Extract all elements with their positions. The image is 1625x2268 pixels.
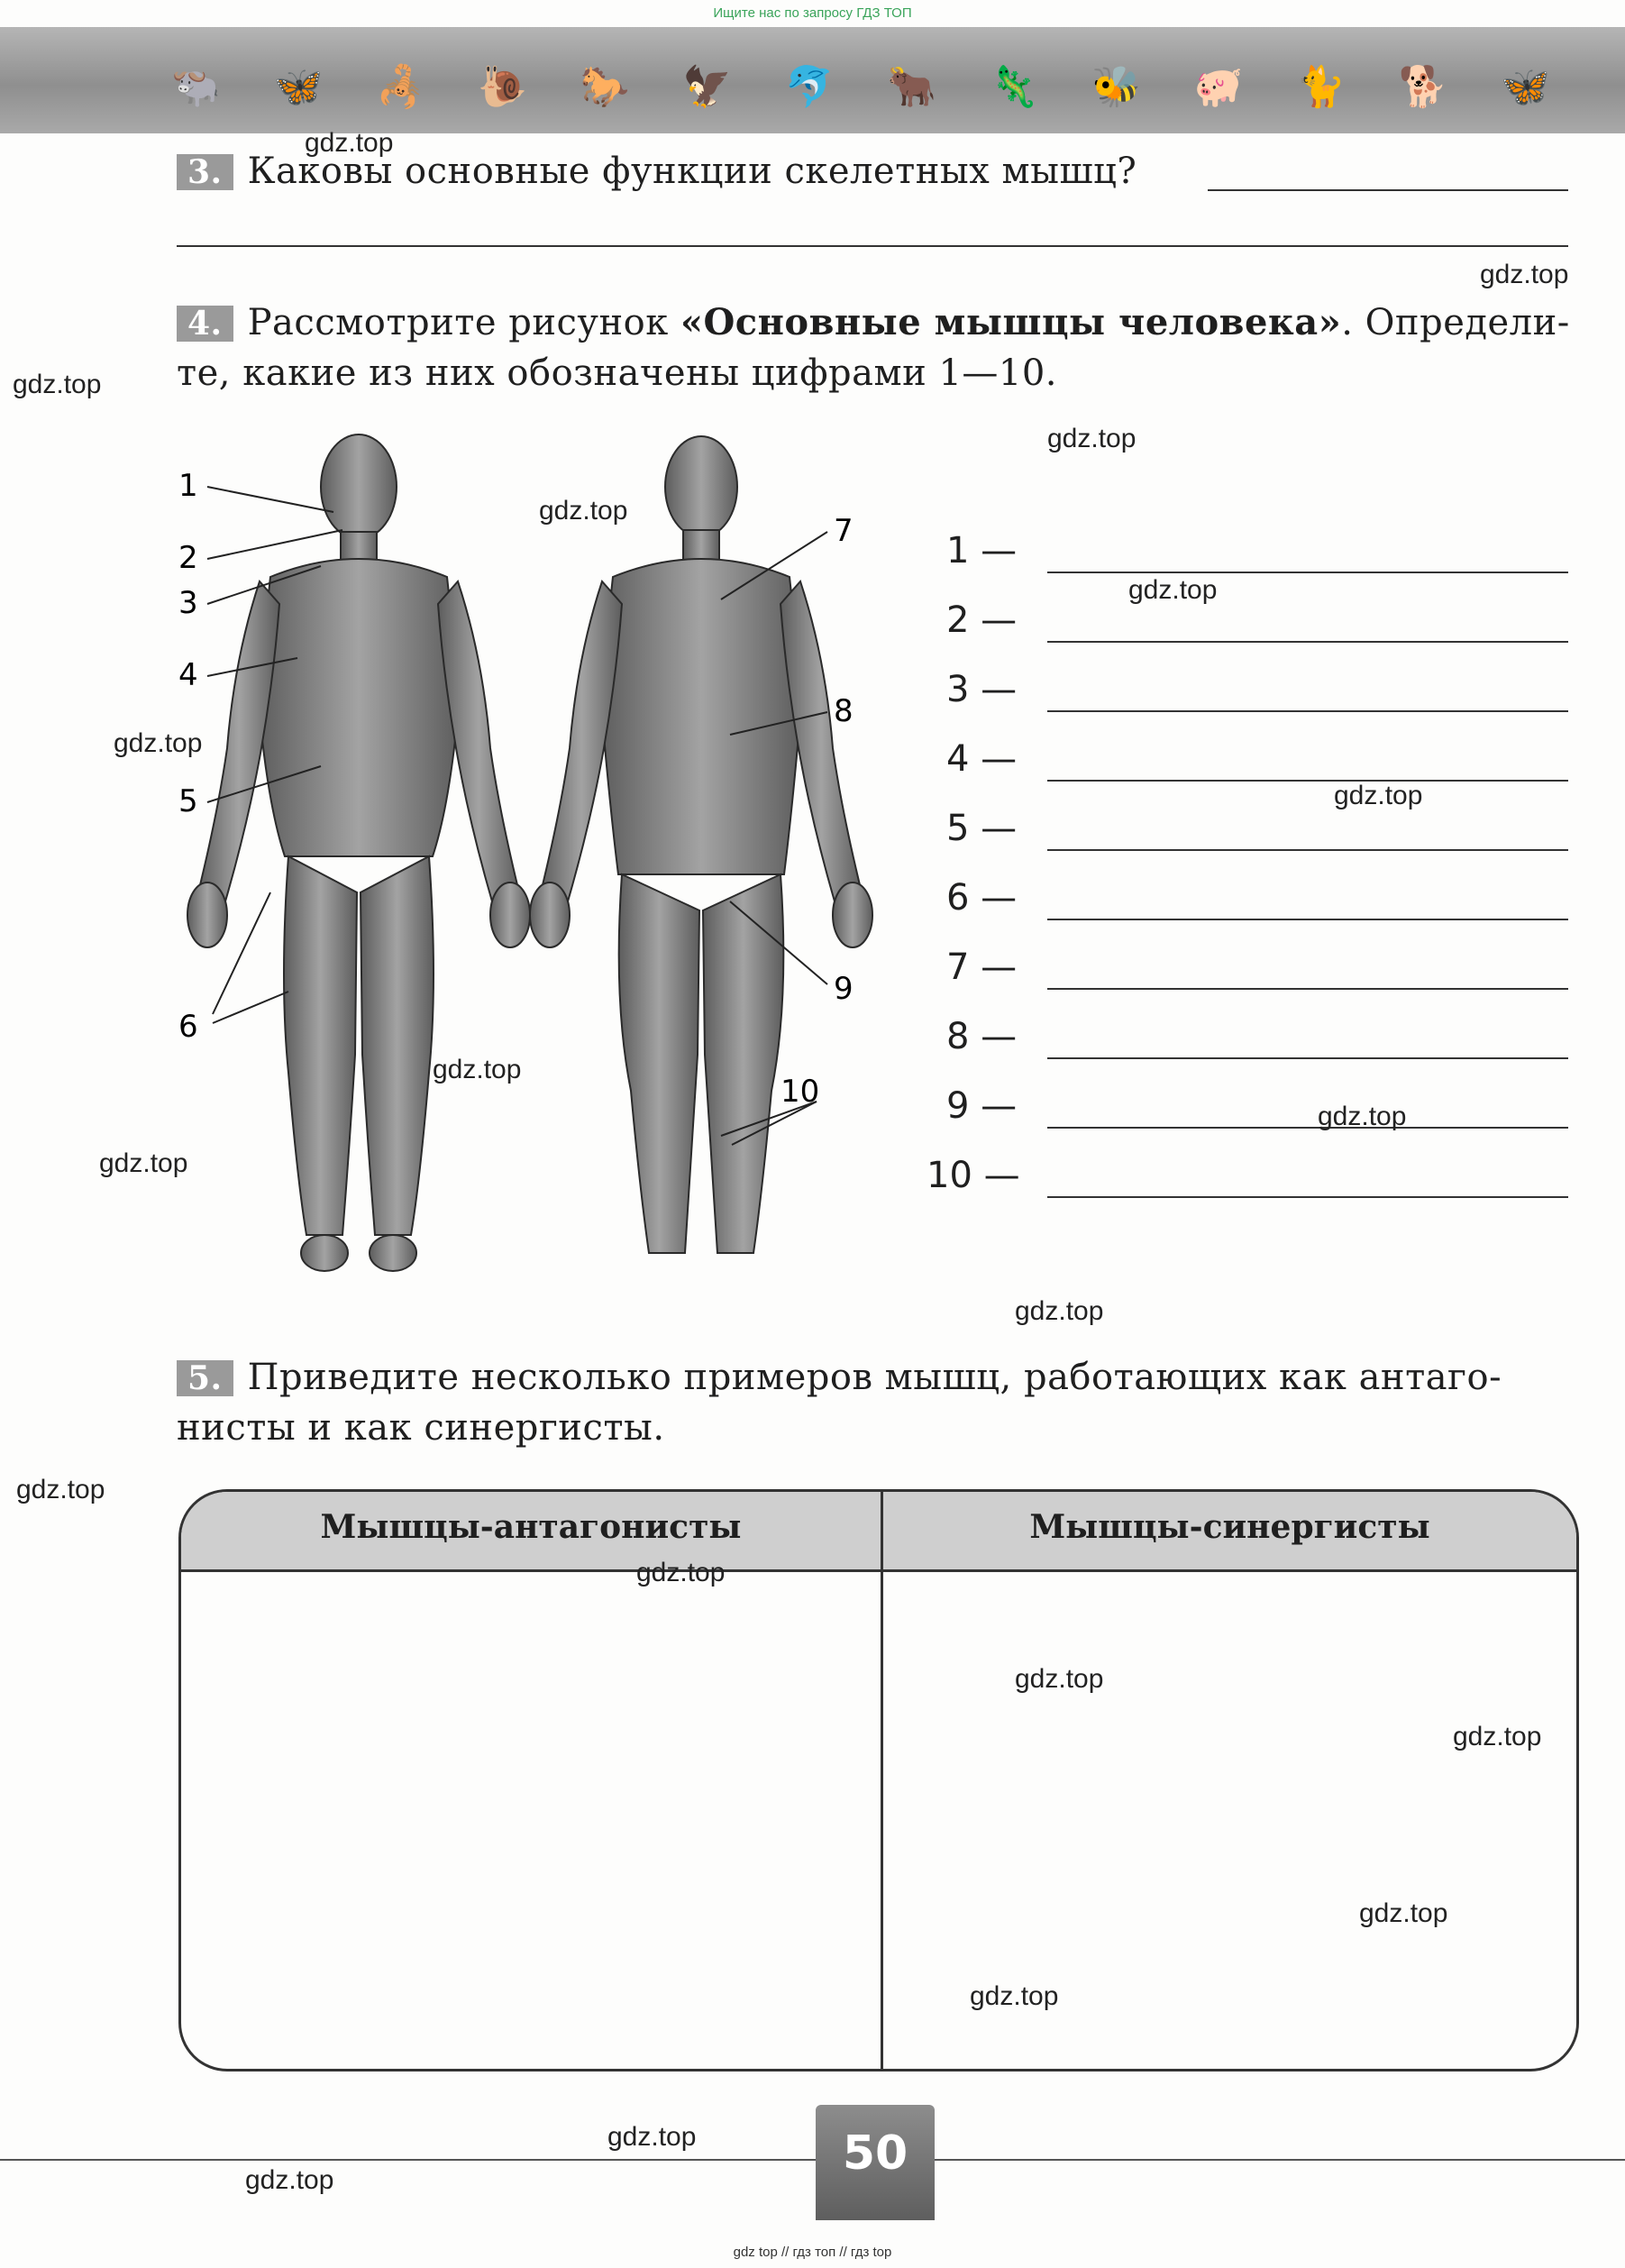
watermark: gdz.top — [1453, 1722, 1542, 1751]
answer-line[interactable] — [1047, 641, 1568, 643]
top-search-link[interactable]: Ищите нас по запросу ГДЗ ТОП — [713, 5, 912, 21]
answer-row[interactable] — [946, 1085, 1568, 1136]
answer-line[interactable] — [177, 245, 1568, 247]
figure-label: 7 — [834, 513, 854, 549]
answer-line[interactable] — [1047, 572, 1568, 573]
figure-label: 3 — [178, 585, 198, 621]
watermark: gdz.top — [1128, 575, 1218, 605]
answer-number: 4 — — [946, 738, 1018, 780]
figure-label: 10 — [781, 1074, 820, 1110]
animal-icon: 🐖 — [1193, 64, 1244, 110]
watermark: gdz.top — [305, 128, 394, 158]
answer-row[interactable] — [946, 599, 1568, 650]
answer-number: 3 — — [946, 669, 1018, 710]
watermark: gdz.top — [1047, 424, 1137, 453]
answer-row[interactable] — [946, 808, 1568, 858]
animal-icon: 🐕 — [1398, 64, 1448, 110]
answer-line[interactable] — [1047, 919, 1568, 920]
answer-row[interactable] — [946, 530, 1568, 581]
animal-icon: 🐬 — [784, 64, 835, 110]
watermark: gdz.top — [636, 1558, 726, 1587]
figure-label: 1 — [178, 468, 198, 504]
watermark: gdz.top — [1359, 1898, 1448, 1928]
figure-label: 9 — [834, 971, 854, 1007]
answer-number: 8 — — [946, 1016, 1018, 1057]
watermark: gdz.top — [1334, 781, 1423, 810]
answer-line[interactable] — [1047, 849, 1568, 851]
answer-row[interactable] — [927, 1155, 1568, 1205]
figure-label: 6 — [178, 1009, 198, 1045]
answer-line[interactable] — [1208, 189, 1568, 191]
figure-label: 2 — [178, 540, 198, 576]
watermark: gdz.top — [970, 1981, 1059, 2011]
answer-number: 10 — — [927, 1155, 1020, 1196]
answer-row[interactable] — [946, 947, 1568, 997]
question-text: Приведите несколько примеров мышц, работающих как антаго- — [247, 1357, 1502, 1398]
answer-line[interactable] — [1047, 710, 1568, 712]
question-5-line2: нисты и как синергисты. — [177, 1407, 665, 1449]
watermark: gdz.top — [114, 728, 203, 758]
page-number: 50 — [842, 2126, 908, 2181]
answer-line[interactable] — [1047, 1057, 1568, 1059]
answer-row[interactable] — [946, 1016, 1568, 1066]
footer-rule-right — [935, 2159, 1625, 2161]
animal-icon: 🐃 — [171, 64, 221, 110]
animal-icon: 🦂 — [375, 64, 425, 110]
watermark: gdz.top — [99, 1148, 188, 1178]
answer-line[interactable] — [1047, 988, 1568, 990]
front-body — [187, 434, 530, 1271]
watermark: gdz.top — [1015, 1664, 1104, 1694]
watermark: gdz.top — [13, 370, 102, 399]
watermark: gdz.top — [1318, 1102, 1407, 1131]
animal-icon: 🐝 — [1091, 64, 1142, 110]
watermark: gdz.top — [433, 1055, 522, 1084]
answer-number: 9 — — [946, 1085, 1018, 1127]
footer-rule-left — [0, 2159, 816, 2161]
answer-number: 2 — — [946, 599, 1018, 641]
question-4-line2: те, какие из них обозначены цифрами 1—10. — [177, 352, 1058, 394]
back-body — [530, 436, 872, 1253]
answer-row[interactable] — [946, 669, 1568, 719]
antagonists-cell[interactable] — [181, 1572, 881, 2069]
question-number: 4. — [177, 306, 233, 342]
animal-icon: 🦋 — [273, 64, 324, 110]
watermark: gdz.top — [245, 2165, 334, 2195]
figure-label: 5 — [178, 783, 198, 819]
column-header-synergists: Мышцы-синергисты — [1029, 1508, 1430, 1546]
question-5 — [177, 1352, 1502, 1403]
answer-row[interactable] — [946, 877, 1568, 928]
figure-label: 8 — [834, 693, 854, 729]
question-number: 3. — [177, 154, 233, 190]
question-text: Рассмотрите рисунок — [247, 302, 680, 343]
question-number: 5. — [177, 1360, 233, 1396]
watermark: gdz.top — [1015, 1296, 1104, 1326]
answer-table — [178, 1489, 1579, 2071]
question-text: Каковы основные функции скелетных мышц? — [247, 151, 1137, 192]
page-number-box — [816, 2105, 935, 2220]
answer-line[interactable] — [1047, 780, 1568, 782]
animal-silhouettes — [171, 63, 1550, 110]
animal-icon: 🐂 — [887, 64, 937, 110]
figure-label: 4 — [178, 657, 198, 693]
footer-link[interactable]: gdz top // гдз топ // гдз top — [733, 2245, 892, 2260]
answer-line[interactable] — [1047, 1196, 1568, 1198]
answer-row[interactable] — [946, 738, 1568, 789]
muscles-figure — [162, 424, 883, 1316]
watermark: gdz.top — [539, 496, 628, 526]
animal-icon: 🐎 — [580, 64, 630, 110]
question-text: . Определи- — [1341, 302, 1570, 343]
watermark: gdz.top — [607, 2122, 697, 2152]
figure-title: «Основные мышцы человека» — [680, 301, 1342, 343]
animal-icon: 🦎 — [989, 64, 1039, 110]
answer-number: 1 — — [946, 530, 1018, 572]
answer-number: 7 — — [946, 947, 1018, 988]
animal-icon: 🐌 — [478, 64, 528, 110]
animal-icon: 🦋 — [1501, 64, 1550, 110]
answer-number: 5 — — [946, 808, 1018, 849]
watermark: gdz.top — [1480, 260, 1569, 289]
question-4 — [177, 297, 1570, 348]
answer-line[interactable] — [1047, 1127, 1568, 1129]
column-header-antagonists: Мышцы-антагонисты — [320, 1508, 742, 1546]
answer-number: 6 — — [946, 877, 1018, 919]
animal-icon: 🦅 — [682, 64, 733, 110]
watermark: gdz.top — [16, 1475, 105, 1504]
header-banner — [0, 27, 1625, 133]
animal-icon: 🐈 — [1296, 64, 1346, 110]
